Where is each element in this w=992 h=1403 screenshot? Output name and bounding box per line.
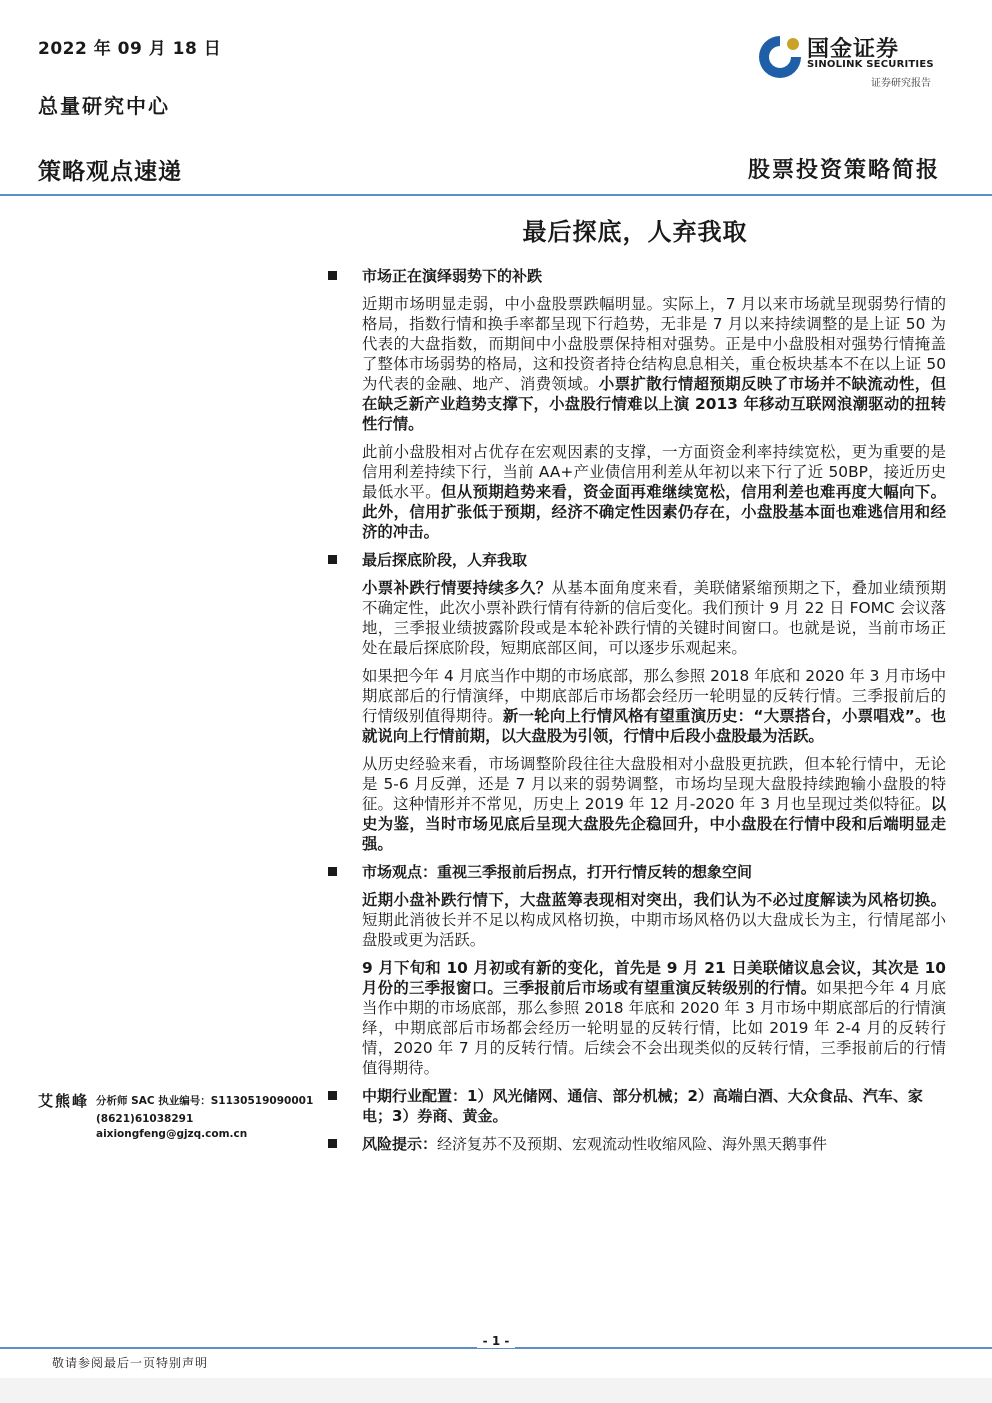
analyst-phone: (8621)61038291 xyxy=(96,1113,194,1125)
section-heading xyxy=(320,1134,946,1154)
paragraph-text: 从基本面角度来看，美联储紧缩预期之下，叠加业绩预期不确定性，此次小票补跌行情有待新的信后变化。我们预计 9 月 22 日 FOMC 会议落地，三季报业绩披露阶段或是本轮补跌行情的关键时间窗口。也就是说，当前市场正处在最后探底阶段，短期底部区间，可以逐步乐观起来。 xyxy=(362,579,946,657)
emphasis-text: 新一轮向上行情风格有望重演历史：“大票搭台，小票唱戏”。也就说向上行情前期，以大盘股为引领，行情中后段小盘股最为活跃。 xyxy=(362,707,946,745)
page-number xyxy=(0,1334,992,1348)
section-heading-text: 市场正在演绎弱势下的补跌 xyxy=(362,267,543,285)
section-heading-text: 风险提示： xyxy=(362,1135,438,1153)
section-heading xyxy=(320,862,946,882)
header-divider xyxy=(0,194,992,196)
paragraph-text: 如果把今年 4 月底当作中期的市场底部，那么参照 2018 年底和 2020 年 3 月市场中期底部后的行情演绎，中期底部后市场都会经历一轮明显的反转行情，比如 2019 年 2-4 月的反转行情，2020 年 7 月的反转行情。后续会不会出现类似的反转行情，三季报前后的行情值得期待。 xyxy=(362,979,946,1077)
body-paragraph xyxy=(320,294,946,434)
report-series: 策略观点速递 xyxy=(38,159,182,185)
analyst-sac-number: 分析师 SAC 执业编号：S1130519090001 xyxy=(96,1095,314,1107)
analyst-name: 艾熊峰 xyxy=(38,1092,90,1110)
paragraph-text: 近期市场明显走弱，中小盘股票跌幅明显。实际上，7 月以来市场就呈现弱势行情的格局，指数行情和换手率都呈现下行趋势，无非是 7 月以来持续调整的是上证 50 为代表的大盘指数，而期间中小盘股票保持相对强势。正是中小盘股相对强势行情掩盖了整体市场弱势的格局，这和投资者持仓结构息息相关，重仓板块基本不在以上证 50 为代表的金融、地产、消费领域。 xyxy=(362,295,946,393)
paragraph-text: 短期此消彼长并不足以构成风格切换，中期市场风格仍以大盘成长为主，行情尾部小盘股或更为活跃。 xyxy=(362,911,946,949)
square-bullet-icon xyxy=(328,555,337,564)
section-heading xyxy=(320,550,946,570)
report-type: 股票投资策略简报 xyxy=(747,157,940,183)
body-paragraph xyxy=(320,754,946,854)
emphasis-text: 小票补跌行情要持续多久？ xyxy=(362,579,552,597)
body-paragraph xyxy=(320,578,946,658)
logo-chinese-name: 国金证券 xyxy=(807,37,900,62)
section-heading xyxy=(320,266,946,286)
analyst-email: aixiongfeng@gjzq.com.cn xyxy=(96,1128,248,1140)
section-heading-tail: 经济复苏不及预期、宏观流动性收缩风险、海外黑天鹅事件 xyxy=(437,1135,828,1153)
square-bullet-icon xyxy=(328,271,337,280)
emphasis-text: 9 月下旬和 10 月初或有新的变化，首先是 9 月 21 日美联储议息会议，其次是 10 月份的三季报窗口。三季报前后市场或有望重演反转级别的行情。 xyxy=(362,959,946,997)
sinolink-logo-icon xyxy=(755,32,805,82)
square-bullet-icon xyxy=(328,1091,337,1100)
report-body xyxy=(320,266,946,1162)
page-number-text: - 1 - xyxy=(477,1334,516,1348)
body-paragraph xyxy=(320,958,946,1078)
section-heading-text: 市场观点：重视三季报前后拐点，打开行情反转的想象空间 xyxy=(362,863,753,881)
logo-subtitle: 证券研究报告 xyxy=(871,78,931,89)
emphasis-text: 但从预期趋势来看，资金面再难继续宽松，信用利差也难再度大幅向下。此外，信用扩张低于预期，经济不确定性因素仍存在，小盘股基本面也难逃信用和经济的冲击。 xyxy=(362,483,946,541)
square-bullet-icon xyxy=(328,867,337,876)
body-paragraph xyxy=(320,666,946,746)
section-heading-text: 中期行业配置：1）风光储网、通信、部分机械；2）高端白酒、大众食品、汽车、家电；3）券商、黄金。 xyxy=(362,1087,923,1125)
disclaimer-note: 敬请参阅最后一页特别声明 xyxy=(52,1356,209,1370)
section-heading-text: 最后探底阶段，人弃我取 xyxy=(362,551,528,569)
report-title: 最后探底，人弃我取 xyxy=(522,217,748,246)
department: 总量研究中心 xyxy=(38,94,170,118)
emphasis-text: 以史为鉴，当时市场见底后呈现大盘股先企稳回升，中小盘股在行情中段和后端明显走强。 xyxy=(362,795,946,853)
section-heading xyxy=(320,1086,946,1126)
logo-english-name: SINOLINK SECURITIES xyxy=(807,59,934,70)
body-paragraph xyxy=(320,890,946,950)
emphasis-text: 小票扩散行情超预期反映了市场并不缺流动性，但在缺乏新产业趋势支撑下，小盘股行情难以上演 2013 年移动互联网浪潮驱动的扭转性行情。 xyxy=(362,375,946,433)
emphasis-text: 近期小盘补跌行情下，大盘蓝筹表现相对突出，我们认为不必过度解读为风格切换。 xyxy=(362,891,946,909)
square-bullet-icon xyxy=(328,1139,337,1148)
report-date: 2022 年 09 月 18 日 xyxy=(38,39,222,59)
company-logo xyxy=(755,30,955,92)
footer-band xyxy=(0,1378,992,1403)
body-paragraph xyxy=(320,442,946,542)
paragraph-text: 此前小盘股相对占优存在宏观因素的支撑，一方面资金利率持续宽松，更为重要的是信用利差持续下行，当前 AA+产业债信用利差从年初以来下行了近 50BP，接近历史最低水平。 xyxy=(362,443,946,501)
paragraph-text: 从历史经验来看，市场调整阶段往往大盘股相对小盘股更抗跌，但本轮行情中，无论是 5-6 月反弹，还是 7 月以来的弱势调整，市场均呈现大盘股持续跑输小盘股的特征。这种情形并不常见，历史上 2019 年 12 月-2020 年 3 月也呈现过类似特征。 xyxy=(362,755,946,813)
paragraph-text: 如果把今年 4 月底当作中期的市场底部，那么参照 2018 年底和 2020 年 3 月市场中期底部后的行情演绎，中期底部后市场都会经历一轮明显的反转行情。三季报前后的行情级别值得期待。 xyxy=(362,667,946,725)
